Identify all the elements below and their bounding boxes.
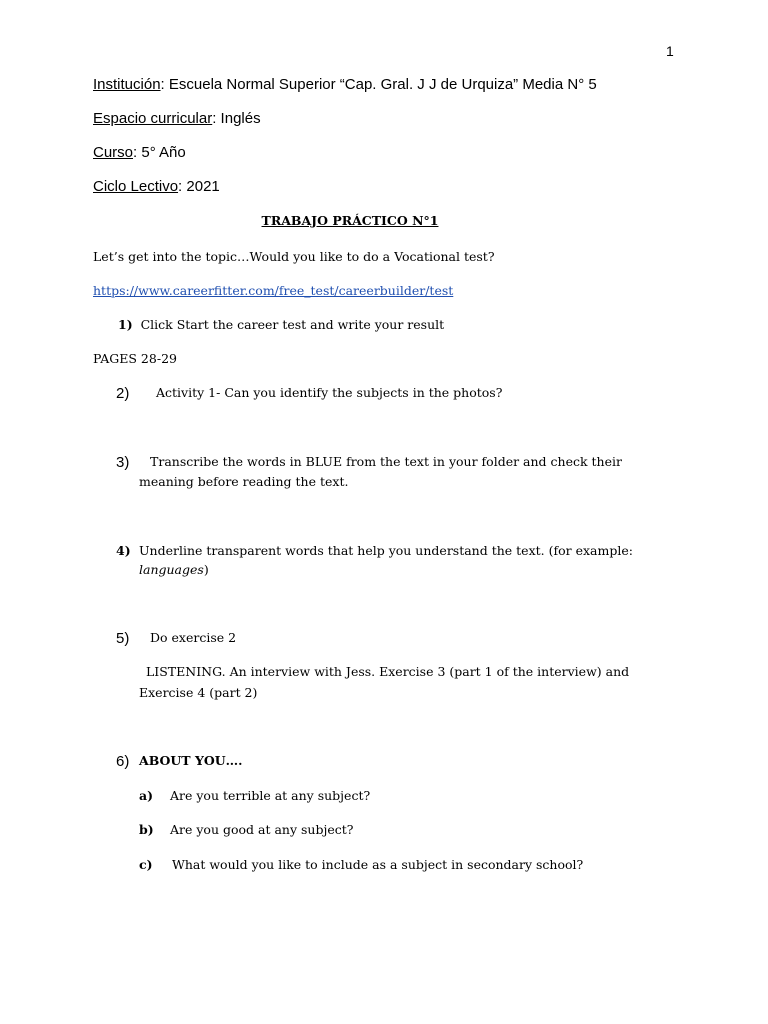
- curricular-space-label: Espacio curricular: [93, 110, 213, 127]
- school-year-label: Ciclo Lectivo: [93, 178, 179, 195]
- listening-line-1: LISTENING. An interview with Jess. Exercise 3 (part 1 of the interview) and: [146, 664, 630, 679]
- course-label: Curso: [93, 144, 134, 161]
- sub-item-c-letter: c): [139, 857, 153, 872]
- item-3-line-1: Transcribe the words in BLUE from the text in your folder and check their: [150, 454, 622, 469]
- career-test-link[interactable]: https://www.careerfitter.com/free_test/careerbuilder/test: [93, 283, 454, 298]
- course-line: [93, 144, 186, 161]
- item-1-number: 1): [118, 317, 133, 332]
- sub-item-c-text: What would you like to include as a subject in secondary school?: [172, 857, 584, 872]
- item-4-number: 4): [116, 543, 131, 558]
- institution-line: [93, 76, 597, 93]
- curricular-space-value: : Inglés: [212, 110, 261, 127]
- pages-label: PAGES 28-29: [93, 351, 177, 366]
- item-6-text: ABOUT YOU….: [139, 753, 243, 768]
- institution-value: : Escuela Normal Superior “Cap. Gral. J J de Urquiza” Media N° 5: [160, 76, 597, 93]
- page-number: 1: [666, 43, 674, 59]
- sub-item-b-text: Are you good at any subject?: [170, 822, 354, 837]
- item-2-text: Activity 1- Can you identify the subjects in the photos?: [156, 385, 503, 400]
- sub-item-a-text: Are you terrible at any subject?: [170, 788, 371, 803]
- sub-item-a-letter: a): [139, 788, 154, 803]
- curricular-space-line: [93, 110, 261, 127]
- item-5-number: 5): [116, 630, 130, 647]
- document-title: TRABAJO PRÁCTICO N°1: [261, 213, 439, 228]
- item-5-text: Do exercise 2: [150, 630, 237, 645]
- item-4-closing-paren: ): [203, 562, 209, 577]
- institution-label: Institución: [93, 76, 161, 93]
- item-4-line-2: [139, 562, 209, 577]
- intro-text: Let’s get into the topic…Would you like to do a Vocational test?: [93, 249, 495, 264]
- school-year-value: : 2021: [178, 178, 220, 195]
- item-4-line-1: Underline transparent words that help you understand the text. (for example:: [139, 543, 633, 558]
- item-1: [118, 317, 444, 332]
- item-1-text: Click Start the career test and write your result: [140, 317, 445, 332]
- item-6-number: 6): [116, 753, 130, 770]
- item-4-example-word: languages: [139, 562, 204, 577]
- course-value: : 5° Año: [133, 144, 186, 161]
- school-year-line: [93, 178, 220, 195]
- item-3-line-2: meaning before reading the text.: [139, 474, 349, 489]
- listening-line-2: Exercise 4 (part 2): [139, 685, 258, 700]
- item-3-number: 3): [116, 454, 130, 471]
- sub-item-b-letter: b): [139, 822, 154, 837]
- item-2-number: 2): [116, 385, 130, 402]
